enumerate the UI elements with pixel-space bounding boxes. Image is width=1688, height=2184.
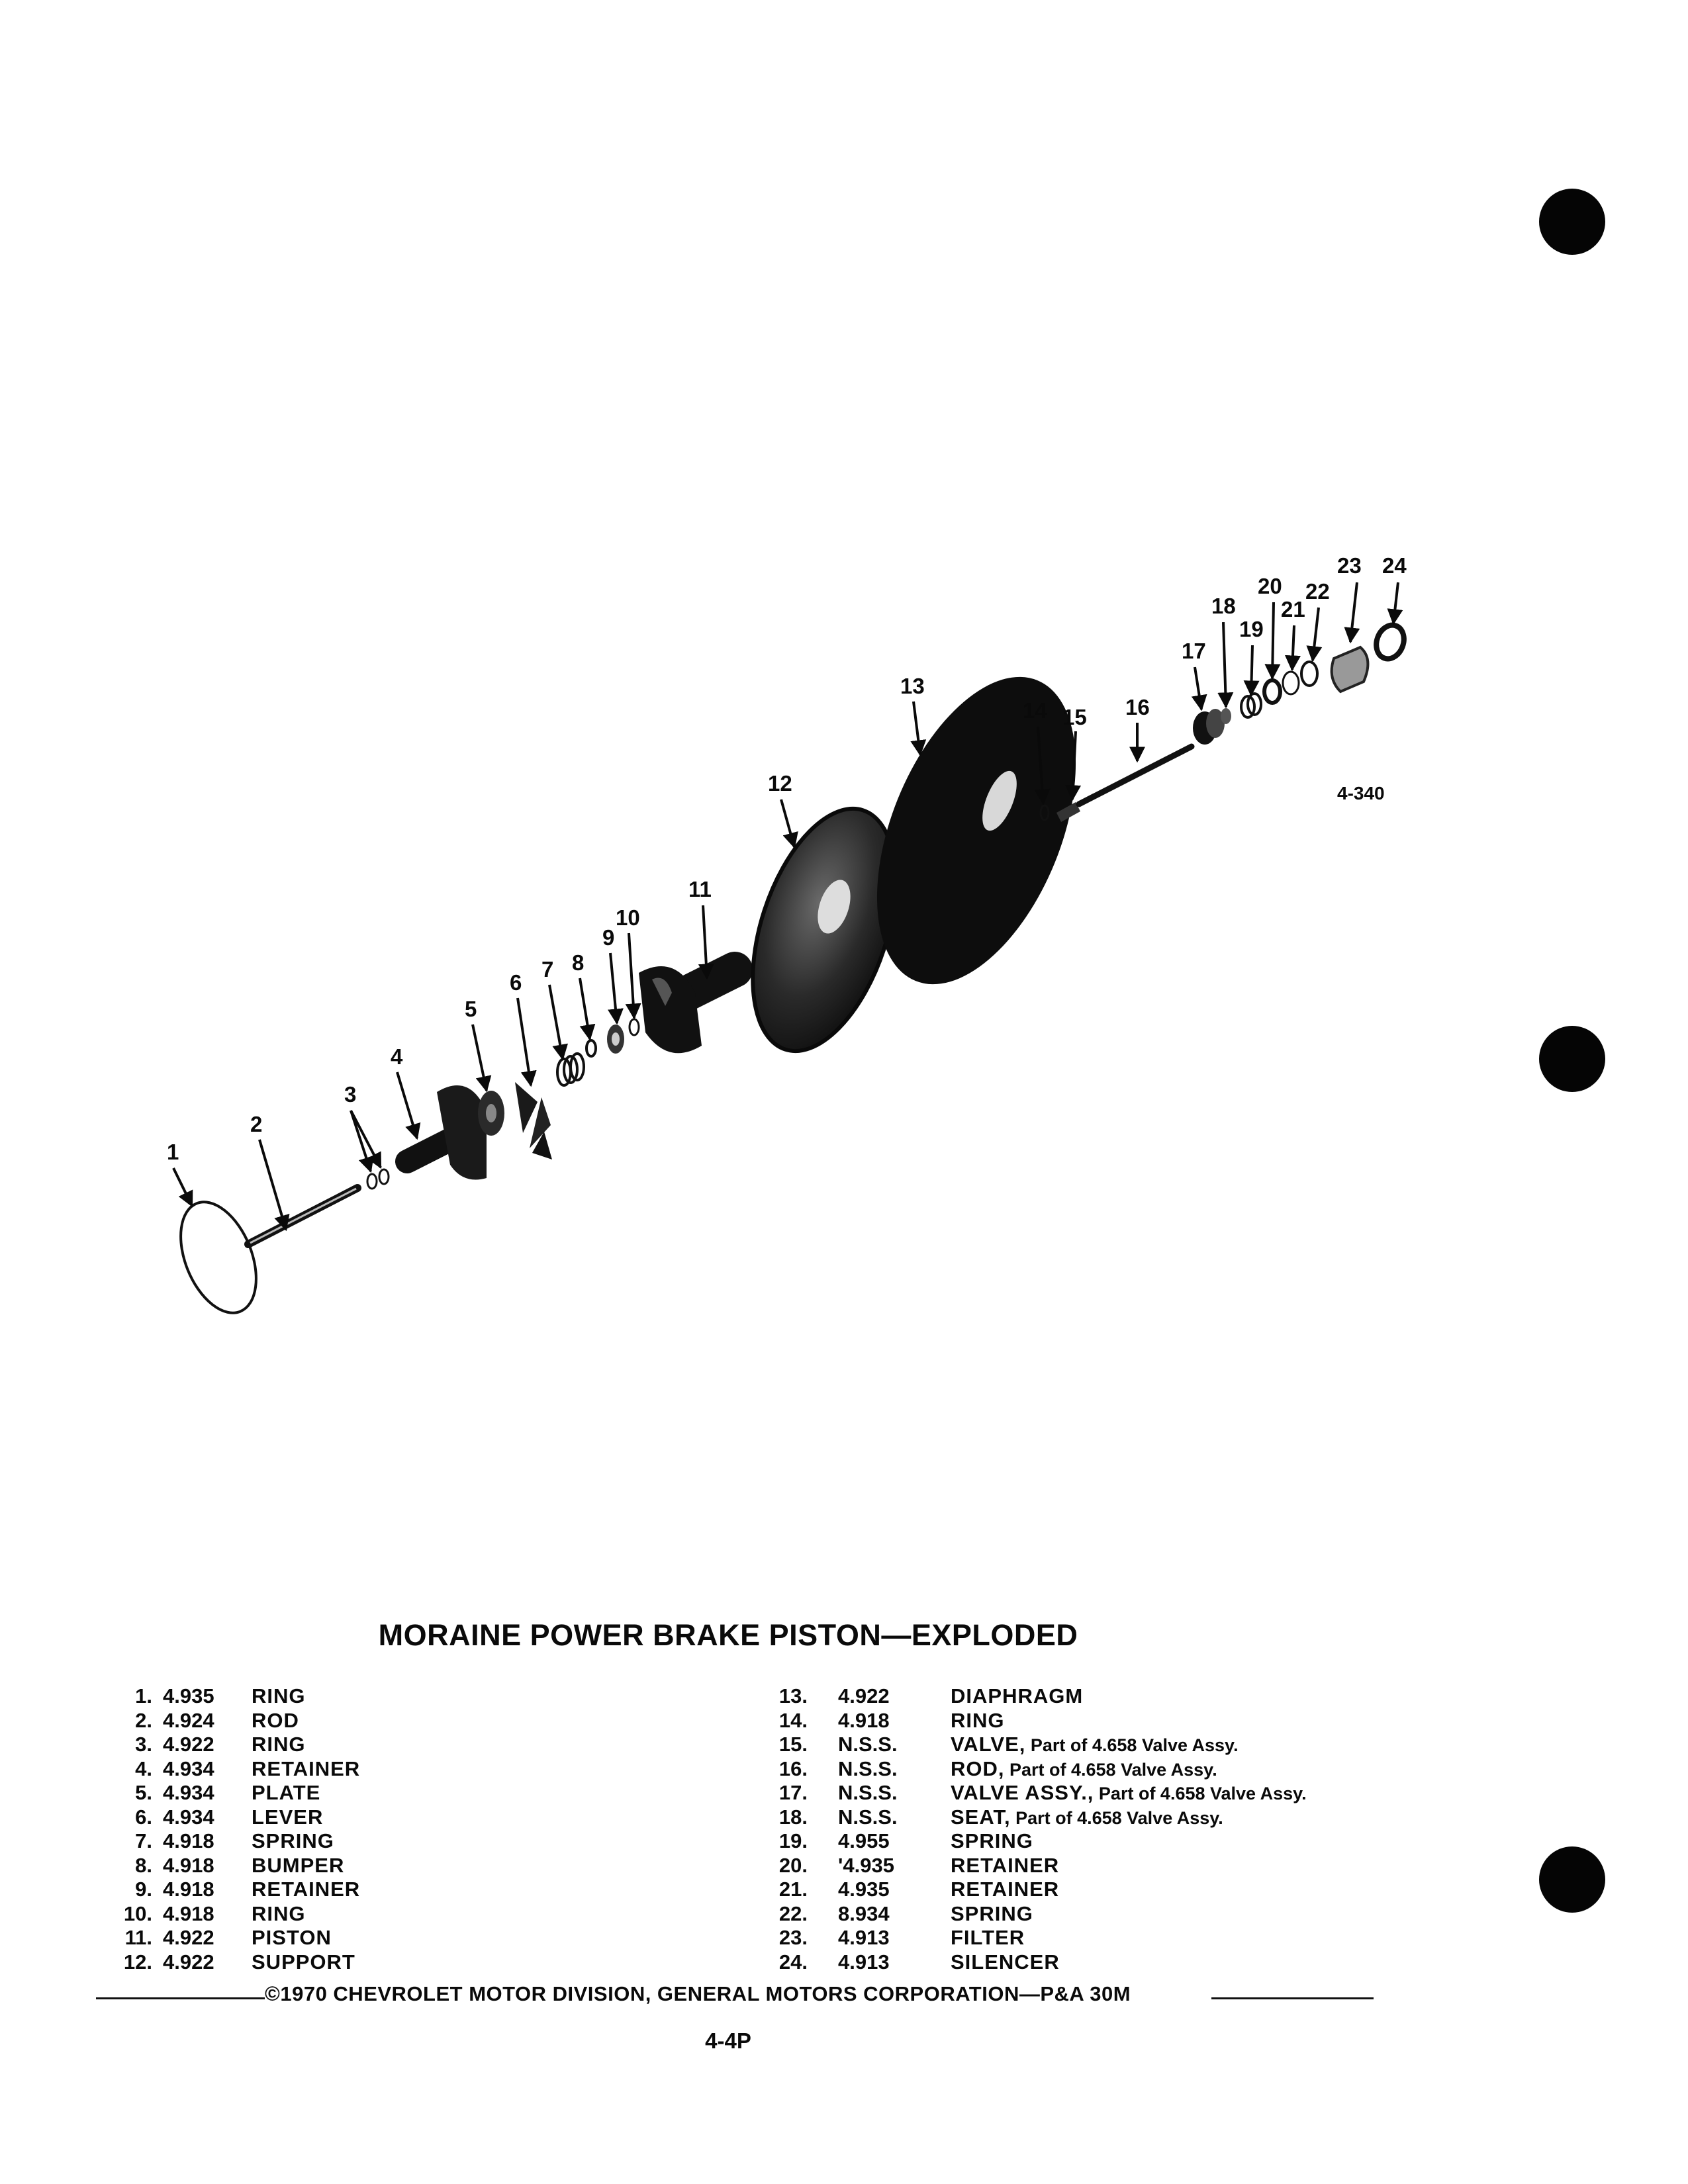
parts-list-left (99, 1684, 695, 1974)
part-19-spring (1241, 694, 1261, 717)
part-number: 17. (778, 1781, 808, 1804)
callout-10: 10 (616, 905, 640, 930)
part-21-retainer (1283, 672, 1299, 694)
part-row (99, 1854, 695, 1878)
part-name (252, 1781, 320, 1805)
part-name (951, 1781, 1307, 1806)
part-group-code: 4.913 (838, 1950, 890, 1974)
figure-title: MORAINE POWER BRAKE PISTON—EXPLODED (378, 1618, 1078, 1652)
part-row (99, 1757, 695, 1782)
part-row (99, 1926, 695, 1950)
part-group-code: N.S.S. (838, 1805, 898, 1829)
footer-rule-left (96, 1997, 265, 1999)
part-name-text: RING (951, 1708, 1005, 1732)
part-number: 21. (778, 1878, 808, 1901)
part-row (755, 1757, 1483, 1782)
part-number: 4. (135, 1756, 152, 1780)
part-11-piston (639, 966, 735, 1053)
part-name-text: SPRING (252, 1829, 334, 1852)
callout-6: 6 (510, 970, 522, 995)
part-name-text: RETAINER (252, 1878, 361, 1901)
part-group-code: 4.922 (163, 1926, 214, 1949)
parts-list-right (755, 1684, 1483, 1974)
part-22-spring (1301, 662, 1317, 686)
part-row (99, 1829, 695, 1854)
callout-20: 20 (1258, 574, 1282, 598)
callout-12: 12 (768, 771, 792, 796)
part-row (99, 1781, 695, 1805)
footer-rule-right (1211, 1997, 1374, 1999)
part-17-valve-assy (1193, 709, 1225, 745)
part-number: 10. (123, 1901, 152, 1925)
part-number: 18. (778, 1805, 808, 1829)
callout-14: 14 (1023, 698, 1047, 723)
part-row (99, 1878, 695, 1902)
part-group-code: 4.918 (163, 1901, 214, 1925)
callout-21: 21 (1281, 597, 1305, 621)
part-number: 19. (778, 1829, 808, 1852)
part-9-retainer (607, 1024, 624, 1054)
part-name-text: PLATE (252, 1781, 321, 1804)
part-6-lever (515, 1082, 552, 1160)
part-group-code: 4.934 (163, 1805, 214, 1829)
part-number: 2. (135, 1708, 152, 1732)
part-name-text: FILTER (951, 1926, 1025, 1949)
part-number: 9. (135, 1878, 152, 1901)
callout-3: 3 (344, 1082, 357, 1107)
part-2-rod (248, 1188, 357, 1244)
part-number: 24. (778, 1950, 808, 1974)
part-number: 3. (135, 1733, 152, 1756)
part-number: 14. (778, 1708, 808, 1732)
part-note: Part of 4.658 Valve Assy. (1010, 1807, 1223, 1828)
part-1-ring (166, 1191, 271, 1324)
part-group-code: 4.935 (838, 1878, 890, 1901)
part-row (99, 1950, 695, 1975)
callout-19: 19 (1239, 617, 1264, 641)
part-row (755, 1878, 1483, 1902)
part-name-text: LEVER (252, 1805, 324, 1829)
part-name-text: SPRING (951, 1901, 1033, 1925)
part-20-retainer (1264, 680, 1280, 703)
part-name-text: RING (252, 1684, 306, 1707)
part-name-text: ROD (252, 1708, 299, 1732)
part-name-text: PISTON (252, 1926, 332, 1949)
callout-16: 16 (1125, 695, 1150, 719)
part-row (99, 1902, 695, 1927)
part-name-text: SUPPORT (252, 1950, 355, 1974)
part-name (252, 1733, 306, 1757)
part-group-code: 4.934 (163, 1781, 214, 1804)
callout-5: 5 (465, 997, 477, 1021)
part-row (755, 1854, 1483, 1878)
part-name (252, 1926, 332, 1950)
part-name (951, 1902, 1033, 1927)
part-number: 13. (778, 1684, 808, 1707)
part-name (951, 1926, 1025, 1950)
part-3-rings (367, 1169, 389, 1189)
part-5-plate (478, 1091, 504, 1136)
part-group-code: 4.955 (838, 1829, 890, 1852)
part-name (252, 1805, 323, 1830)
part-group-code: 8.934 (838, 1901, 890, 1925)
part-number: 20. (778, 1853, 808, 1877)
part-name (252, 1757, 360, 1782)
part-name (252, 1950, 355, 1975)
part-group-code: 4.934 (163, 1756, 214, 1780)
callout-11: 11 (688, 877, 712, 901)
part-name-text: ROD, (951, 1756, 1005, 1780)
callout-15: 15 (1062, 705, 1087, 729)
part-note: Part of 4.658 Valve Assy. (1004, 1759, 1217, 1780)
part-name (252, 1854, 344, 1878)
part-row (755, 1805, 1483, 1830)
part-group-code: 4.922 (163, 1733, 214, 1756)
part-group-code: 4.918 (838, 1708, 890, 1732)
part-group-code: N.S.S. (838, 1756, 898, 1780)
part-4-retainer (407, 1085, 487, 1180)
part-18-seat (1221, 708, 1231, 724)
part-number: 15. (778, 1733, 808, 1756)
part-row (755, 1733, 1483, 1757)
part-number: 6. (135, 1805, 152, 1829)
callout-22: 22 (1305, 579, 1330, 604)
part-row (755, 1902, 1483, 1927)
part-number: 7. (135, 1829, 152, 1852)
part-number: 1. (135, 1684, 152, 1707)
part-number: 12. (123, 1950, 152, 1974)
part-group-code: N.S.S. (838, 1781, 898, 1804)
callout-9: 9 (602, 925, 615, 950)
part-group-code: 4.913 (838, 1926, 890, 1949)
part-row (755, 1684, 1483, 1709)
callout-23: 23 (1337, 553, 1362, 578)
part-row (755, 1950, 1483, 1975)
part-name (951, 1854, 1059, 1878)
part-row (755, 1709, 1483, 1733)
part-8-bumper (586, 1040, 596, 1056)
callout-13: 13 (900, 674, 925, 698)
part-group-code: 4.922 (838, 1684, 890, 1707)
part-row (99, 1805, 695, 1830)
part-number: 11. (124, 1926, 152, 1949)
part-number: 16. (778, 1756, 808, 1780)
part-name (252, 1829, 334, 1854)
part-name-text: RETAINER (951, 1878, 1060, 1901)
part-name (951, 1733, 1239, 1758)
part-group-code: 4.918 (163, 1853, 214, 1877)
footer-copyright: ©1970 CHEVROLET MOTOR DIVISION, GENERAL MOTORS CORPORATION—P&A 30M (265, 1982, 1131, 2005)
part-name (252, 1684, 306, 1709)
callout-18: 18 (1211, 594, 1236, 618)
part-24-silencer (1372, 621, 1408, 663)
page-number: 4-4P (705, 2028, 751, 2053)
part-group-code: '4.935 (838, 1853, 894, 1877)
part-name (951, 1684, 1083, 1709)
part-name-text: RETAINER (951, 1853, 1060, 1877)
part-note: Part of 4.658 Valve Assy. (1094, 1784, 1307, 1803)
part-group-code: 4.922 (163, 1950, 214, 1974)
part-name (252, 1878, 360, 1902)
part-name-text: SPRING (951, 1829, 1033, 1852)
callout-1: 1 (167, 1140, 179, 1164)
part-name (951, 1950, 1060, 1975)
part-name-text: VALVE ASSY., (951, 1781, 1094, 1804)
part-name (951, 1709, 1005, 1733)
part-row (99, 1709, 695, 1733)
binder-hole-bottom (1539, 1846, 1605, 1913)
part-note: Part of 4.658 Valve Assy. (1025, 1735, 1239, 1755)
part-name-text: RING (252, 1733, 306, 1756)
figure-code: 4-340 (1337, 783, 1385, 803)
part-number: 23. (778, 1926, 808, 1949)
callout-24: 24 (1382, 553, 1407, 578)
part-name-text: SEAT, (951, 1805, 1011, 1829)
part-name-text: VALVE, (951, 1733, 1026, 1756)
part-name (252, 1902, 306, 1927)
part-name-text: DIAPHRAGM (951, 1684, 1084, 1707)
part-name (252, 1709, 299, 1733)
part-number: 22. (778, 1901, 808, 1925)
part-10-ring (630, 1019, 639, 1035)
callout-17: 17 (1182, 639, 1206, 663)
part-group-code: 4.935 (163, 1684, 214, 1707)
part-group-code: 4.918 (163, 1829, 214, 1852)
part-name (951, 1757, 1217, 1782)
part-name (951, 1805, 1223, 1831)
part-row (755, 1781, 1483, 1805)
part-group-code: 4.918 (163, 1878, 214, 1901)
part-name (951, 1829, 1033, 1854)
part-number: 5. (135, 1781, 152, 1804)
callout-7: 7 (541, 957, 554, 981)
part-row (99, 1733, 695, 1757)
part-group-code: N.S.S. (838, 1733, 898, 1756)
part-name-text: BUMPER (252, 1853, 345, 1877)
part-23-filter (1332, 647, 1368, 692)
part-row (755, 1926, 1483, 1950)
part-name-text: RETAINER (252, 1756, 361, 1780)
part-group-code: 4.924 (163, 1708, 214, 1732)
callout-8: 8 (572, 950, 585, 975)
part-name (951, 1878, 1059, 1902)
part-name-text: RING (252, 1901, 306, 1925)
part-row (755, 1829, 1483, 1854)
callout-4: 4 (391, 1044, 403, 1069)
part-number: 8. (135, 1853, 152, 1877)
part-16-rod (1079, 747, 1192, 804)
callout-2: 2 (250, 1112, 263, 1136)
part-row (99, 1684, 695, 1709)
part-name-text: SILENCER (951, 1950, 1060, 1974)
